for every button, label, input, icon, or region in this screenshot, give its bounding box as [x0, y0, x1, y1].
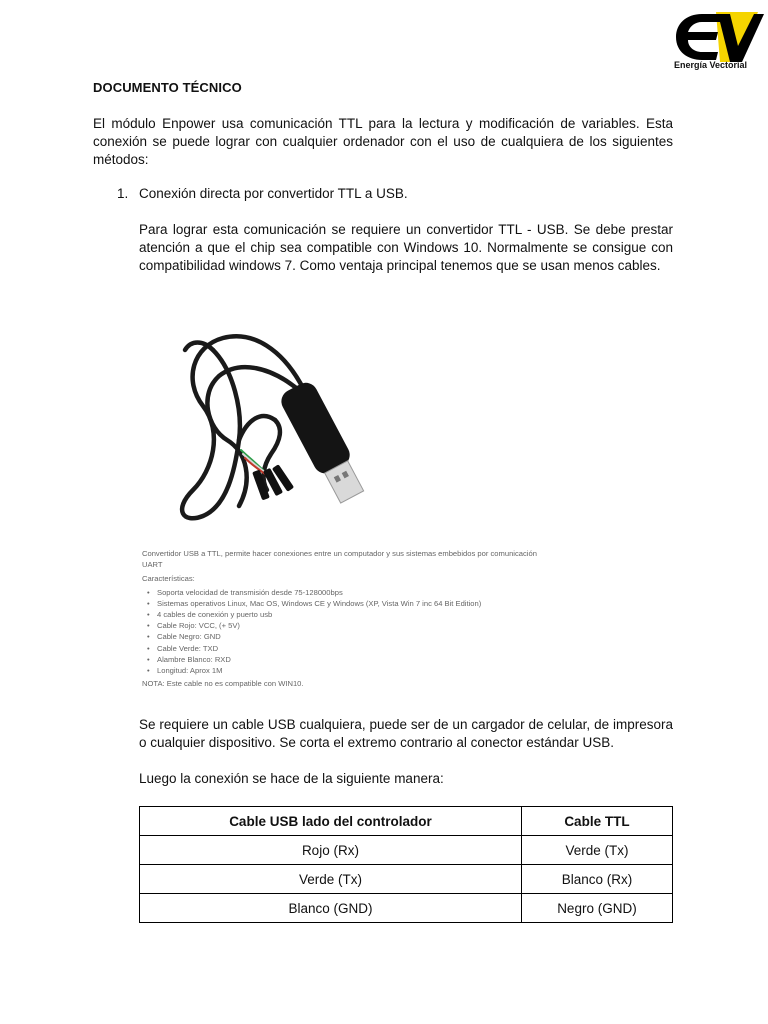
spec-item: • Sistemas operativos Linux, Mac OS, Windows CE y Windows (XP, Vista Win 7 inc 64 Bit Edition) [157, 598, 542, 609]
list-item-number: 1. [117, 186, 129, 201]
table-row [140, 836, 673, 865]
cable-paragraph: Se requiere un cable USB cualquiera, puede ser de un cargador de celular, de impresora o cualquier dispositivo. Se corta el extremo contrario al conector estándar USB. [139, 717, 673, 750]
connection-paragraph: Luego la conexión se hace de la siguiente manera: [139, 771, 444, 786]
spec-item: • Soporta velocidad de transmisión desde 75-128000bps [157, 587, 542, 598]
spec-intro: Convertidor USB a TTL, permite hacer conexiones entre un computador y sus sistemas embebidos por comunicación UART [142, 549, 537, 570]
table-header-row [140, 807, 673, 836]
spec-item: • Longitud: Aprox 1M [157, 665, 542, 676]
spec-subtitle: Características: [142, 574, 195, 584]
list-item-title: Conexión directa por convertidor TTL a USB. [139, 186, 408, 201]
logo-caption: Energía Vectorial [674, 60, 748, 70]
method-paragraph: Para lograr esta comunicación se requiere un convertidor TTL - USB. Se debe prestar atención a que el chip sea compatible con Windows 10. Normalmente se consigue con compatibilidad windows 7. Como ventaja principal tenemos que se usan menos cables. [139, 222, 673, 273]
table-row [140, 865, 673, 894]
intro-paragraph: El módulo Enpower usa comunicación TTL para la lectura y modificación de variables. Esta conexión se puede lograr con cualquier ordenador con el uso de cualquiera de los siguientes métodos: [93, 116, 673, 167]
table-header: Cable TTL [521, 807, 672, 836]
document-title: DOCUMENTO TÉCNICO [93, 80, 242, 95]
table-cell: Verde (Tx) [521, 836, 672, 865]
connection-table [139, 806, 673, 923]
table-cell: Blanco (GND) [140, 894, 522, 923]
spec-item: • Cable Verde: TXD [157, 643, 542, 654]
spec-note: NOTA: Este cable no es compatible con WIN10. [142, 679, 304, 689]
spec-item: • Cable Rojo: VCC, (+ 5V) [157, 620, 542, 631]
spec-item: • Cable Negro: GND [157, 631, 542, 642]
table-row [140, 894, 673, 923]
table-header: Cable USB lado del controlador [140, 807, 522, 836]
spec-item: • 4 cables de conexión y puerto usb [157, 609, 542, 620]
spec-item: • Alambre Blanco: RXD [157, 654, 542, 665]
product-specs [142, 548, 542, 689]
table-cell: Rojo (Rx) [140, 836, 522, 865]
table-cell: Blanco (Rx) [521, 865, 672, 894]
table-cell: Negro (GND) [521, 894, 672, 923]
spec-list [142, 587, 542, 677]
usb-ttl-cable-photo [143, 310, 383, 542]
table-cell: Verde (Tx) [140, 865, 522, 894]
